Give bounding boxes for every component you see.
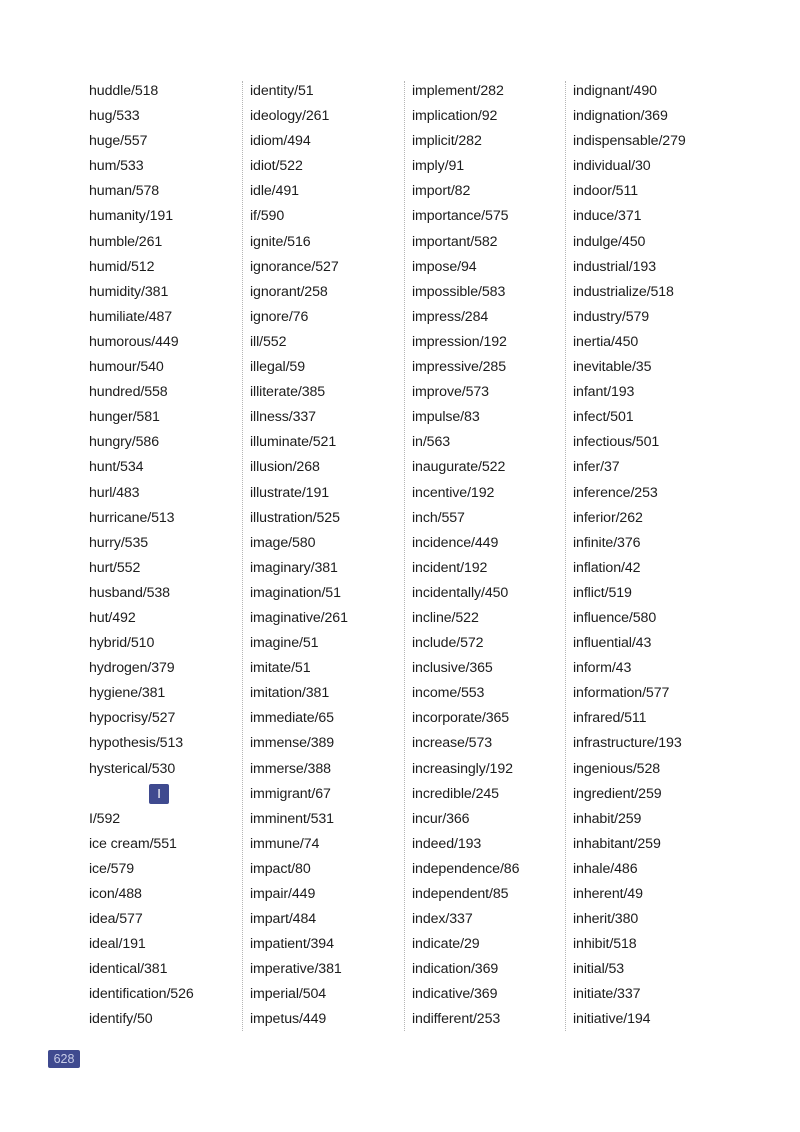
index-entry: imitation/381 xyxy=(250,685,330,702)
index-entry: humid/512 xyxy=(89,258,155,275)
section-letter-badge: I xyxy=(149,784,169,804)
index-entry: influential/43 xyxy=(573,635,652,652)
index-entry: hurricane/513 xyxy=(89,509,175,526)
index-entry: inhabit/259 xyxy=(573,810,642,827)
index-entry: inherent/49 xyxy=(573,886,643,902)
index-entry: impose/94 xyxy=(412,258,477,275)
index-column-3 xyxy=(412,79,562,1033)
index-entry: ignite/516 xyxy=(250,233,311,250)
index-entry: husband/538 xyxy=(89,584,170,601)
index-entry: human/578 xyxy=(89,183,160,200)
index-entry: in/563 xyxy=(412,434,451,451)
index-entry: impact/80 xyxy=(250,860,311,877)
section-letter-row xyxy=(89,782,239,807)
index-entry: hug/533 xyxy=(89,108,140,125)
index-entry: infant/193 xyxy=(573,384,635,401)
index-entry: incidentally/450 xyxy=(412,584,509,601)
index-entry: inclusive/365 xyxy=(412,660,493,677)
index-entry: incident/192 xyxy=(412,559,488,576)
index-entry: index/337 xyxy=(412,911,473,928)
index-entry: idiot/522 xyxy=(250,158,303,175)
index-entry: initiate/337 xyxy=(573,986,641,1003)
index-entry: hypothesis/513 xyxy=(89,735,184,752)
index-entry: impatient/394 xyxy=(250,936,334,953)
index-column-1 xyxy=(89,79,239,1033)
index-entry: imaginative/261 xyxy=(250,609,348,626)
index-entry: hunger/581 xyxy=(89,409,160,426)
index-entry: ill/552 xyxy=(250,333,287,350)
index-entry: infinite/376 xyxy=(573,534,641,551)
index-entry: inference/253 xyxy=(573,484,658,501)
index-entry: humiliate/487 xyxy=(89,308,173,325)
index-entry: inhale/486 xyxy=(573,860,638,877)
index-entry: ideology/261 xyxy=(250,108,330,125)
index-entry: identical/381 xyxy=(89,961,168,978)
index-entry: hygiene/381 xyxy=(89,685,166,702)
index-entry: humanity/191 xyxy=(89,208,173,225)
index-entry: individual/30 xyxy=(573,158,651,175)
index-entry: illustration/525 xyxy=(250,509,340,526)
index-entry: illuminate/521 xyxy=(250,434,337,451)
index-entry: incidence/449 xyxy=(412,534,499,551)
index-entry: incentive/192 xyxy=(412,484,495,501)
index-entry: hut/492 xyxy=(89,609,136,626)
index-entry: implement/282 xyxy=(412,83,504,99)
index-entry: imminent/531 xyxy=(250,810,334,827)
index-entry: inertia/450 xyxy=(573,333,639,350)
index-entry: influence/580 xyxy=(573,609,657,626)
index-entry: humour/540 xyxy=(89,359,164,376)
index-entry: infer/37 xyxy=(573,459,620,476)
index-entry: initial/53 xyxy=(573,961,625,978)
index-entry: increasingly/192 xyxy=(412,760,513,777)
index-entry: hurry/535 xyxy=(89,534,149,551)
index-entry: illness/337 xyxy=(250,409,316,426)
index-entry: humble/261 xyxy=(89,233,163,250)
index-entry: hurl/483 xyxy=(89,484,140,501)
index-entry: inflation/42 xyxy=(573,559,641,576)
index-entry: imagine/51 xyxy=(250,635,319,652)
index-entry: include/572 xyxy=(412,635,484,652)
index-entry: implicit/282 xyxy=(412,133,482,150)
index-entry: ignore/76 xyxy=(250,308,309,325)
index-entry: incredible/245 xyxy=(412,785,499,802)
index-entry: impressive/285 xyxy=(412,359,507,376)
index-entry: hurt/552 xyxy=(89,559,141,576)
index-entry: inhibit/518 xyxy=(573,936,637,953)
index-entry: illusion/268 xyxy=(250,459,320,476)
index-entry: huddle/518 xyxy=(89,83,159,99)
index-entry: huge/557 xyxy=(89,133,148,150)
index-entry: ignorance/527 xyxy=(250,258,339,275)
index-entry: industry/579 xyxy=(573,308,650,325)
index-entry: impair/449 xyxy=(250,886,316,902)
index-entry: hundred/558 xyxy=(89,384,168,401)
index-entry: idle/491 xyxy=(250,183,299,200)
index-entry: hybrid/510 xyxy=(89,635,155,652)
index-entry: hysterical/530 xyxy=(89,760,176,777)
index-entry: indoor/511 xyxy=(573,183,638,200)
index-entry: industrial/193 xyxy=(573,258,656,275)
index-entry: indicate/29 xyxy=(412,936,480,953)
index-entry: icon/488 xyxy=(89,886,142,902)
index-entry: initiative/194 xyxy=(573,1011,651,1028)
index-entry: ignorant/258 xyxy=(250,283,328,300)
index-entry: inform/43 xyxy=(573,660,632,677)
index-entry: identification/526 xyxy=(89,986,194,1003)
index-entry: important/582 xyxy=(412,233,498,250)
index-entry: imitate/51 xyxy=(250,660,311,677)
index-entry: indifferent/253 xyxy=(412,1011,501,1028)
index-entry: independence/86 xyxy=(412,860,520,877)
index-entry: impress/284 xyxy=(412,308,489,325)
index-entry: inferior/262 xyxy=(573,509,643,526)
index-entry: independent/85 xyxy=(412,886,509,902)
index-entry: implication/92 xyxy=(412,108,498,125)
index-entry: hydrogen/379 xyxy=(89,660,175,677)
index-entry: infrastructure/193 xyxy=(573,735,682,752)
index-entry: inflict/519 xyxy=(573,584,632,601)
index-entry: ingredient/259 xyxy=(573,785,662,802)
index-entry: improve/573 xyxy=(412,384,489,401)
index-entry: importance/575 xyxy=(412,208,509,225)
index-entry: income/553 xyxy=(412,685,485,702)
index-entry: imagination/51 xyxy=(250,584,341,601)
index-entry: impulse/83 xyxy=(412,409,480,426)
index-entry: indignation/369 xyxy=(573,108,668,125)
index-entry: immense/389 xyxy=(250,735,335,752)
index-entry: indulge/450 xyxy=(573,233,646,250)
index-entry: immerse/388 xyxy=(250,760,331,777)
index-entry: incorporate/365 xyxy=(412,710,510,727)
index-entry: imperial/504 xyxy=(250,986,327,1003)
index-entry: inaugurate/522 xyxy=(412,459,506,476)
index-entry: illiterate/385 xyxy=(250,384,326,401)
index-entry: indeed/193 xyxy=(412,835,482,852)
index-entry: illegal/59 xyxy=(250,359,306,376)
index-entry: indispensable/279 xyxy=(573,133,686,150)
index-entry: information/577 xyxy=(573,685,670,702)
index-entry: illustrate/191 xyxy=(250,484,330,501)
index-entry: infectious/501 xyxy=(573,434,660,451)
index-entry: induce/371 xyxy=(573,208,642,225)
index-entry: infect/501 xyxy=(573,409,634,426)
index-entry: industrialize/518 xyxy=(573,283,674,300)
index-entry: imaginary/381 xyxy=(250,559,338,576)
index-entry: inevitable/35 xyxy=(573,359,652,376)
index-entry: immediate/65 xyxy=(250,710,334,727)
index-entry: indignant/490 xyxy=(573,83,657,99)
index-entry: hum/533 xyxy=(89,158,144,175)
index-entry: ice/579 xyxy=(89,860,135,877)
index-entry: inhabitant/259 xyxy=(573,835,661,852)
index-entry: indicative/369 xyxy=(412,986,498,1003)
index-entry: inherit/380 xyxy=(573,911,639,928)
index-entry: incur/366 xyxy=(412,810,470,827)
index-entry: humorous/449 xyxy=(89,333,179,350)
index-entry: inch/557 xyxy=(412,509,465,526)
index-entry: ideal/191 xyxy=(89,936,146,953)
index-entry: immigrant/67 xyxy=(250,785,331,802)
index-entry: idiom/494 xyxy=(250,133,311,150)
index-entry: immune/74 xyxy=(250,835,320,852)
index-entry: imperative/381 xyxy=(250,961,342,978)
index-entry: imply/91 xyxy=(412,158,465,175)
index-entry: ingenious/528 xyxy=(573,760,661,777)
index-entry: identify/50 xyxy=(89,1011,153,1028)
index-column-4 xyxy=(573,79,723,1033)
index-entry: impossible/583 xyxy=(412,283,506,300)
index-entry: impetus/449 xyxy=(250,1011,327,1028)
index-entry: impression/192 xyxy=(412,333,507,350)
index-entry: hunt/534 xyxy=(89,459,144,476)
index-entry: identity/51 xyxy=(250,83,314,99)
index-entry: if/590 xyxy=(250,208,285,225)
index-entry: image/580 xyxy=(250,534,316,551)
index-entry: indication/369 xyxy=(412,961,499,978)
index-entry: humidity/381 xyxy=(89,283,169,300)
page-number: 628 xyxy=(48,1050,80,1068)
index-entry: idea/577 xyxy=(89,911,143,928)
index-entry: impart/484 xyxy=(250,911,317,928)
index-entry: hypocrisy/527 xyxy=(89,710,176,727)
index-entry: hungry/586 xyxy=(89,434,159,451)
index-entry: ice cream/551 xyxy=(89,835,177,852)
index-column-2 xyxy=(250,79,400,1033)
index-entry: incline/522 xyxy=(412,609,479,626)
index-entry: import/82 xyxy=(412,183,471,200)
index-entry: increase/573 xyxy=(412,735,493,752)
index-entry: infrared/511 xyxy=(573,710,647,727)
index-entry: I/592 xyxy=(89,810,121,827)
